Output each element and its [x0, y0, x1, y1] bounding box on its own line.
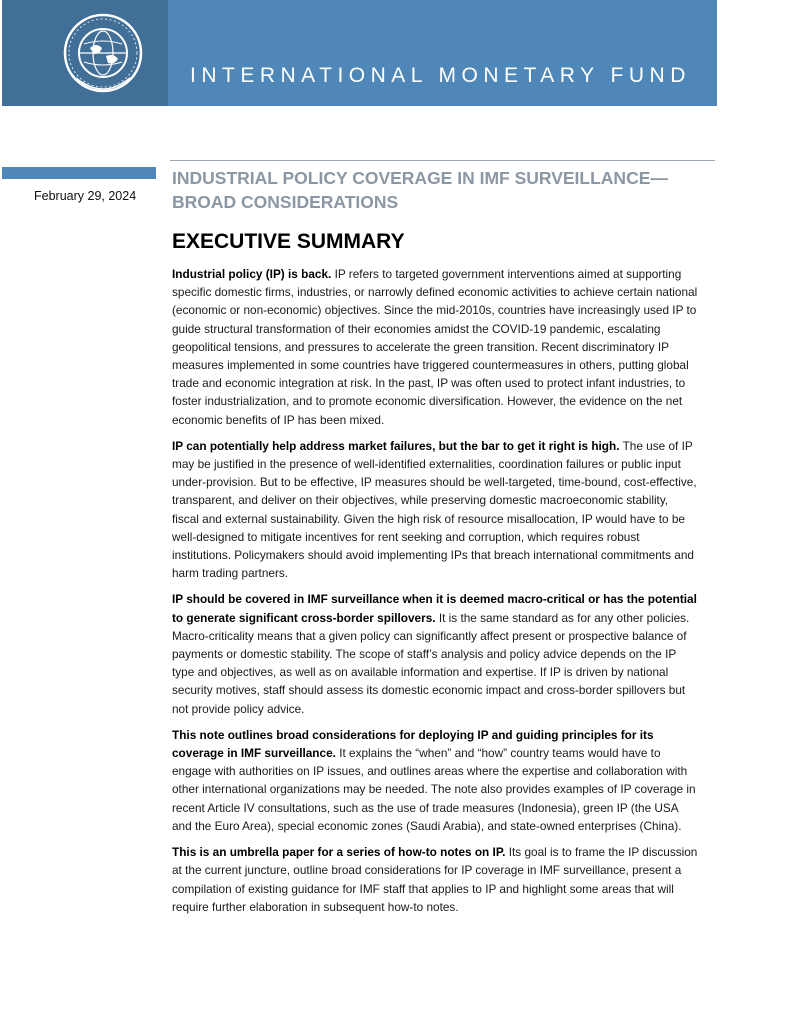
paragraph [172, 590, 698, 717]
paragraph-lead: This note outlines broad considerations for deploying IP and guiding principles for its coverage in IMF surveillance. [172, 727, 654, 761]
paragraph-lead: IP should be covered in IMF surveillance when it is deemed macro-critical or has the potential to generate significant cross-border spillovers. [172, 592, 697, 625]
logo-panel [2, 0, 168, 106]
organization-name: INTERNATIONAL MONETARY FUND [190, 64, 691, 87]
title-divider [170, 160, 715, 161]
paragraph-lead: This is an umbrella paper for a series of how-to notes on IP. [172, 845, 506, 860]
paragraph [172, 265, 698, 429]
paragraph [172, 726, 698, 835]
imf-seal-icon [62, 8, 144, 98]
document-title: INDUSTRIAL POLICY COVERAGE IN IMF SURVEILLANCE— BROAD CONSIDERATIONS [172, 168, 668, 212]
paragraph-text: Its goal is to frame the IP discussion at the current juncture, outline broad considerations for IP coverage in IMF surveillance, present a compilation of existing guidance for IMF staff that applies to IP and highlight some areas that will require further elaboration in subsequent how-to notes. [172, 845, 698, 914]
paragraph-lead: Industrial policy (IP) is back. [172, 267, 332, 281]
paragraph-text: IP refers to targeted government interventions aimed at supporting specific domestic firms, industries, or narrowly defined economic activities to achieve certain national (economic or non-economic) objectives. Since the mid-2010s, countries have increasingly used IP to guide structural transformation of their economies amidst the COVID-19 pandemic, escalating geopolitical tensions, and pressures to accelerate the green transition. Recent discriminatory IP measures implemented in some countries have triggered countermeasures in others, putting global trade and economic integration at risk. In the past, IP was often used to protect infant industries, to foster industrialization, and to promote economic diversification. However, the evidence on the net economic benefits of IP has been mixed. [172, 267, 698, 427]
paragraph-lead: IP can potentially help address market failures, but the bar to get it right is high. [172, 438, 620, 453]
section-heading: EXECUTIVE SUMMARY [172, 230, 405, 253]
executive-summary-body [172, 265, 698, 924]
sidebar-accent-bar [2, 167, 156, 179]
paragraph-text: The use of IP may be justified in the presence of well-identified externalities, coordination failures or public input under-provision. But to be effective, IP measures should be well-targeted, time-bound, cost-effective, transparent, and deliver on their objectives, while preserving domestic macroeconomic stability, fiscal and external sustainability. Given the high risk of resource misallocation, IP would have to be well-designed to mitigate incentives for rent seeking and corruption, which requires robust institutions. Policymakers should avoid implementing IPs that breach international commitments and harm trading partners. [172, 438, 697, 581]
publication-date: February 29, 2024 [34, 189, 137, 203]
paragraph [172, 843, 698, 916]
paragraph [172, 437, 698, 583]
paragraph-text: It explains the “when” and “how” country teams would have to engage with authorities on IP issues, and outlines areas where the expertise and collaboration with other international organizations may be needed. The note also provides examples of IP coverage in recent Article IV consultations, such as the use of trade measures (Indonesia), green IP (the USA and the Euro Area), special economic zones (Saudi Arabia), and state-owned enterprises (China). [172, 746, 696, 833]
paragraph-text: It is the same standard as for any other policies. Macro-criticality means that a given policy can significantly affect present or prospective balance of payments or domestic stability. The scope of staff’s analysis and policy advice depends on the IP type and objectives, as well as on available information and expertise. If IP is driven by national security motives, staff should assess its domestic economic impact and cross-border spillovers but not provide policy advice. [172, 610, 690, 716]
